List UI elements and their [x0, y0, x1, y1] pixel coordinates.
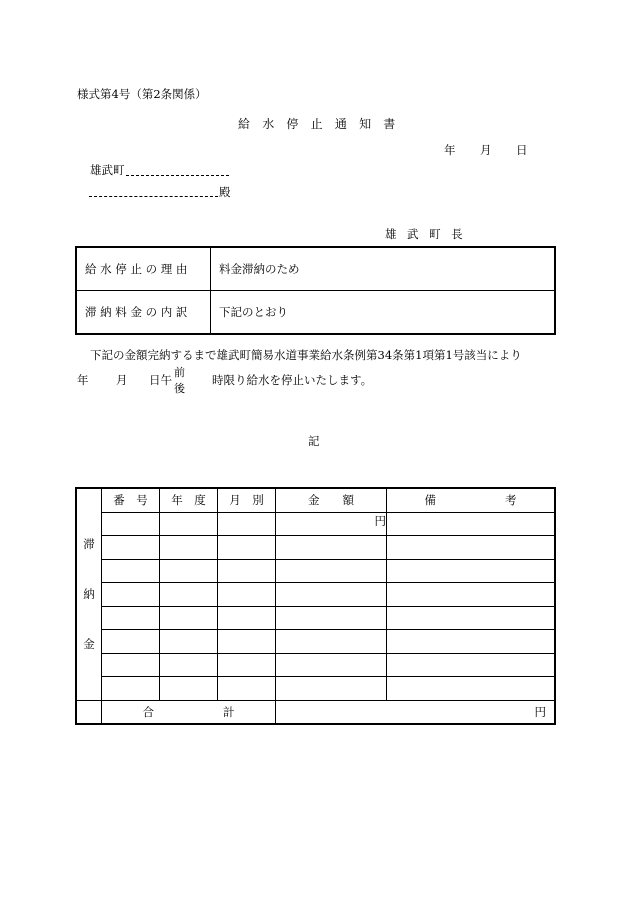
- recipient-town: 雄武町: [90, 163, 125, 177]
- info-value-breakdown: 下記のとおり: [211, 291, 556, 335]
- total-yen-unit: 円: [534, 704, 546, 719]
- total-amount: [276, 700, 556, 724]
- header-fiscal-year: 年 度: [160, 488, 218, 512]
- document-title: 給 水 停 止 通 知 書: [238, 117, 400, 131]
- info-value-reason: 料金滞納のため: [211, 247, 556, 291]
- side-label-char: 納: [83, 587, 95, 602]
- table-row: [76, 653, 555, 677]
- date-month-label: 月: [480, 143, 492, 157]
- date-day-label: 日: [516, 143, 528, 157]
- total-side-cell: [76, 700, 102, 724]
- table-row: [76, 630, 555, 654]
- notice-year: 年: [77, 373, 89, 387]
- info-table: [75, 246, 556, 335]
- cell-month: [218, 512, 276, 536]
- total-label: 合 計: [102, 700, 276, 724]
- total-row: [76, 700, 555, 724]
- info-label-reason: 給 水 停 止 の 理 由: [76, 247, 211, 291]
- date-year-label: 年: [444, 143, 456, 157]
- table-row: [76, 559, 555, 583]
- notice-day-gozen: 日午: [149, 373, 172, 387]
- recipient-town-line: [126, 175, 229, 176]
- side-label-char: 金: [83, 637, 95, 652]
- form-id: 様式第4号（第2条関係）: [77, 87, 207, 101]
- notice-pm: 後: [174, 382, 185, 395]
- cell-amount: [276, 512, 387, 536]
- cell-remarks: [387, 512, 556, 536]
- yen-unit: 円: [374, 513, 386, 528]
- table-row: [76, 536, 555, 560]
- table-row: [76, 677, 555, 701]
- cell-fiscal-year: [160, 512, 218, 536]
- issuer: 雄 武 町 長: [385, 227, 467, 241]
- notice-line-1: 下記の金額完納するまで雄武町簡易水道事業給水条例第34条第1項第1号該当により: [90, 348, 522, 362]
- header-number: 番 号: [102, 488, 160, 512]
- info-row-reason: [76, 247, 555, 291]
- side-label-char: 滞: [83, 537, 95, 552]
- notice-tail: 時限り給水を停止いたします。: [212, 373, 373, 387]
- recipient-honorific: 殿: [219, 185, 231, 199]
- notice-month: 月: [116, 373, 128, 387]
- header-remarks: 備 考: [387, 488, 556, 512]
- header-amount: 金 額: [276, 488, 387, 512]
- side-label-cell: [76, 488, 102, 700]
- table-row: [76, 583, 555, 607]
- info-row-breakdown: [76, 291, 555, 335]
- detail-header-row: [76, 488, 555, 512]
- detail-table: [75, 487, 556, 725]
- ki-heading: 記: [308, 434, 320, 448]
- table-row: [76, 512, 555, 536]
- header-month: 月 別: [218, 488, 276, 512]
- table-row: [76, 606, 555, 630]
- info-label-breakdown: 滞 納 料 金 の 内 訳: [76, 291, 211, 335]
- notice-am: 前: [174, 366, 185, 379]
- recipient-name-line: [89, 196, 218, 197]
- cell-number: [102, 512, 160, 536]
